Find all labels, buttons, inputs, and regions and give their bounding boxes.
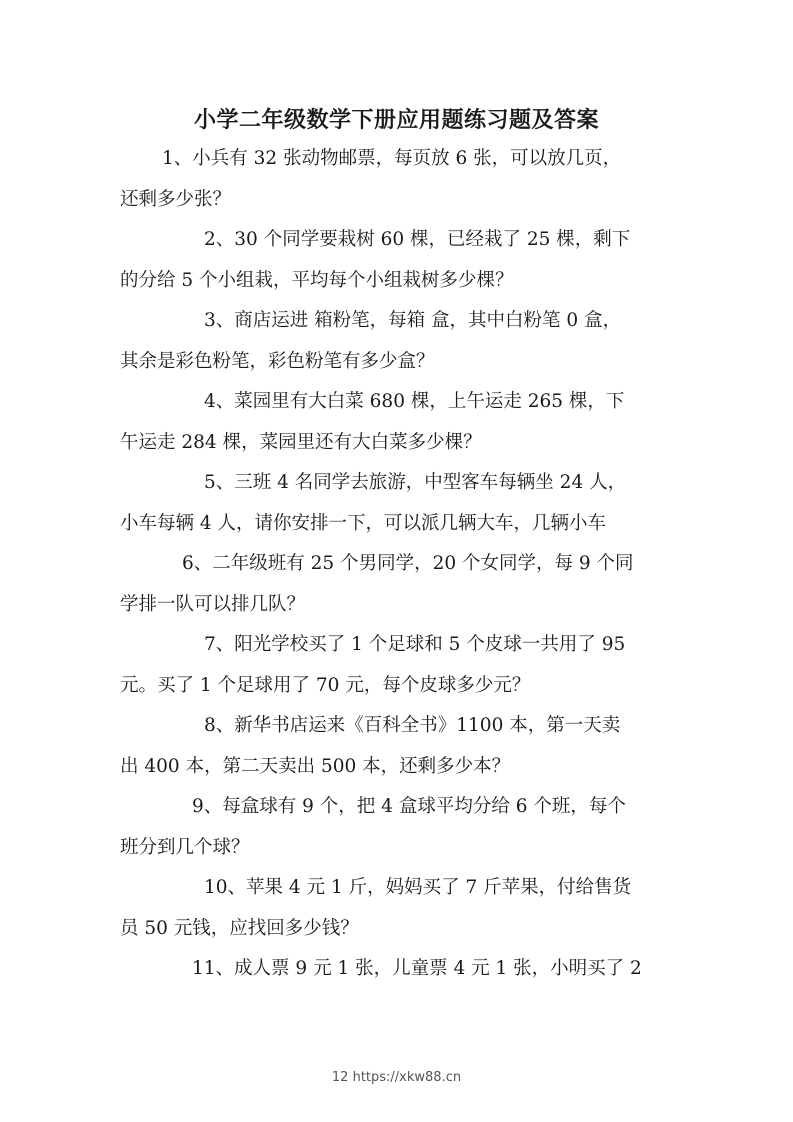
- problem-5-line-2: 小车每辆 4 人，请你安排一下，可以派几辆大车，几辆小车: [120, 512, 607, 534]
- problem-5: [120, 469, 675, 550]
- problem-7-line-1: 7、阳光学校买了 1 个足球和 5 个皮球一共用了 95: [204, 634, 626, 655]
- problem-3: [120, 307, 675, 388]
- problem-3-line-2: 其余是彩色粉笔，彩色粉笔有多少盒？: [120, 350, 435, 372]
- problem-1: [120, 145, 675, 226]
- problem-4-line-2: 午运走 284 棵，菜园里还有大白菜多少棵？: [120, 431, 482, 453]
- problem-2-line-1: 2、30 个同学要栽树 60 棵，已经栽了 25 棵，剩下: [204, 229, 631, 250]
- problem-11-line-1: 11、成人票 9 元 1 张，儿童票 4 元 1 张，小明买了 2: [192, 958, 642, 979]
- problem-10-line-2: 员 50 元钱，应找回多少钱？: [120, 917, 359, 939]
- problem-6-line-1: 6、二年级班有 25 个男同学，20 个女同学，每 9 个同: [182, 553, 634, 574]
- problem-4-line-1: 4、菜园里有大白菜 680 棵，上午运走 265 棵，下: [204, 391, 625, 412]
- problem-9-line-1: 9、每盒球有 9 个，把 4 盒球平均分给 6 个班，每个: [192, 796, 626, 817]
- problem-1-line-2: 还剩多少张？: [120, 188, 232, 210]
- problem-list: [120, 145, 675, 996]
- problem-2: [120, 226, 675, 307]
- problem-7: [120, 631, 675, 712]
- problem-4: [120, 388, 675, 469]
- problem-1-line-1: 1、小兵有 32 张动物邮票，每页放 6 张，可以放几页，: [162, 148, 622, 169]
- problem-8: [120, 712, 675, 793]
- problem-10-line-1: 10、苹果 4 元 1 斤，妈妈买了 7 斤苹果，付给售货: [204, 877, 632, 898]
- problem-5-line-1: 5、三班 4 名同学去旅游，中型客车每辆坐 24 人，: [204, 472, 627, 493]
- problem-10: [120, 874, 675, 955]
- problem-9: [120, 793, 675, 874]
- problem-3-line-1: 3、商店运进 箱粉笔，每箱 盒，其中白粉笔 0 盒，: [204, 310, 622, 331]
- problem-6: [120, 550, 675, 631]
- page-footer: 12 https://xkw88.cn: [331, 1070, 462, 1085]
- problem-2-line-2: 的分给 5 个小组栽，平均每个小组栽树多少棵？: [120, 269, 514, 291]
- problem-11: [120, 955, 675, 996]
- document-title: 小学二年级数学下册应用题练习题及答案: [193, 107, 599, 133]
- problem-8-line-2: 出 400 本，第二天卖出 500 本，还剩多少本？: [120, 755, 511, 777]
- problem-9-line-2: 班分到几个球？: [120, 836, 250, 858]
- problem-7-line-2: 元。买了 1 个足球用了 70 元，每个皮球多少元？: [120, 674, 531, 696]
- problem-8-line-1: 8、新华书店运来《百科全书》1100 本，第一天卖: [204, 715, 621, 736]
- problem-6-line-2: 学排一队可以排几队？: [120, 593, 306, 615]
